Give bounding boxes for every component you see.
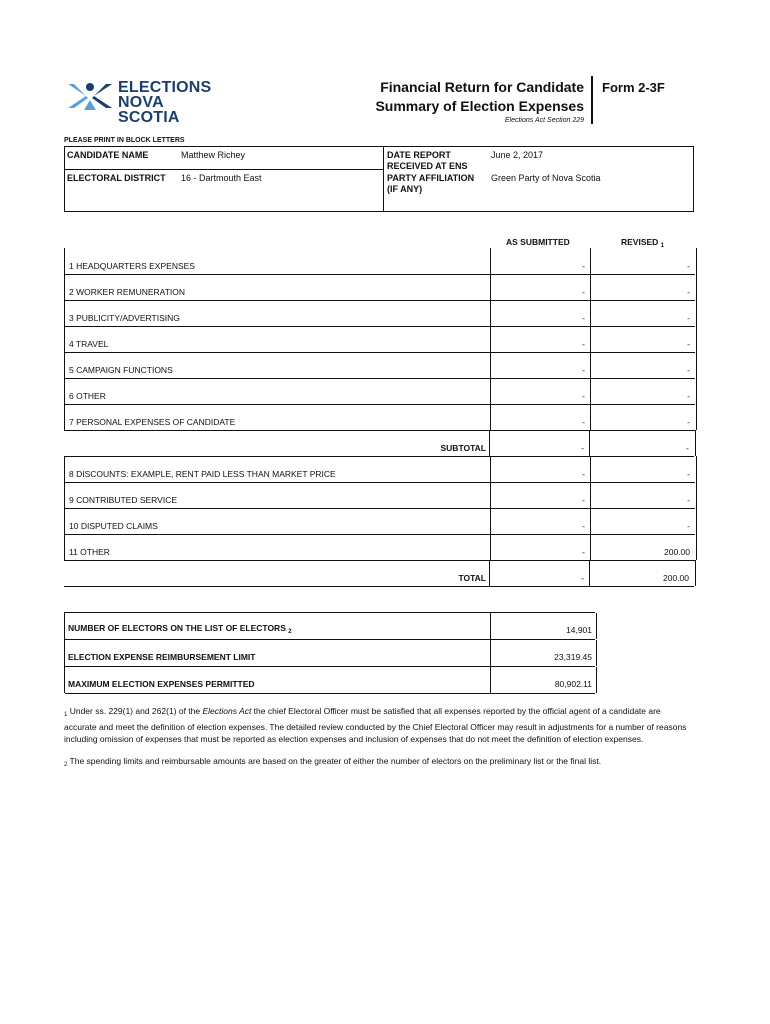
summary-row-max-expenses: MAXIMUM ELECTION EXPENSES PERMITTED 80,902.11 xyxy=(65,667,595,694)
subtotal-label: SUBTOTAL xyxy=(440,443,486,453)
expense-row-3: 3 PUBLICITY/ADVERTISING - - xyxy=(64,300,695,327)
expense-row-8: 8 DISCOUNTS: EXAMPLE, RENT PAID LESS THAN MARKET PRICE - - xyxy=(64,456,695,483)
expense-row-2: 2 WORKER REMUNERATION - - xyxy=(64,274,695,301)
form-title xyxy=(375,78,584,116)
total-label: TOTAL xyxy=(458,573,486,583)
candidate-divider xyxy=(65,169,384,170)
revised-footnote-ref: 1 xyxy=(660,243,665,249)
summary-row-electors: NUMBER OF ELECTORS ON THE LIST OF ELECTORS $_2$ 14,901 xyxy=(65,613,595,640)
expense-row-1: 1 HEADQUARTERS EXPENSES - - xyxy=(64,248,695,275)
date-received-label xyxy=(387,150,468,172)
party-label-line-2: (IF ANY) xyxy=(387,184,423,194)
subtotal-row: SUBTOTAL - - xyxy=(64,430,694,457)
expense-row-4: 4 TRAVEL - - xyxy=(64,326,695,353)
total-row: TOTAL - 200.00 xyxy=(64,560,694,587)
footnote-1: $_1$ Under ss. 229(1) and 262(1) of the Elections Act the chief Electoral Officer must be satisfied that all expenses reported by the official agent of a candidate are accurate and meet the definition of election expenses. The detailed review conducted by the Chief Electoral Officer may result in adjustments for a number of reasons including omission of expenses that must be reported as election expenses and inclusion of expenses that do not meet the definition of election expenses. xyxy=(64,706,687,744)
party-affiliation-label xyxy=(387,173,474,195)
expense-row-7: 7 PERSONAL EXPENSES OF CANDIDATE - - xyxy=(64,404,695,431)
logo-mark-icon xyxy=(66,80,114,114)
summary-row-reimbursement-limit: ELECTION EXPENSE REIMBURSEMENT LIMIT 23,319.45 xyxy=(65,640,595,667)
expenses-table xyxy=(64,248,694,588)
logo-line-2: NOVA SCOTIA xyxy=(118,94,180,126)
date-received-value: June 2, 2017 xyxy=(491,150,544,160)
info-vertical-divider xyxy=(383,147,384,211)
date-label-line-1: DATE REPORT xyxy=(387,150,451,160)
title-divider xyxy=(591,76,593,124)
electoral-district-value: 16 - Dartmouth East xyxy=(181,173,262,183)
party-label-line-1: PARTY AFFILIATION xyxy=(387,173,475,183)
title-line-2: Summary of Election Expenses xyxy=(375,98,584,114)
revised-label: REVISED xyxy=(621,237,659,247)
form-number: Form 2-3F xyxy=(602,80,665,95)
candidate-name-value: Matthew Richey xyxy=(181,150,246,160)
logo-line-1: ELECTIONS xyxy=(118,79,212,96)
print-instructions: PLEASE PRINT IN BLOCK LETTERS xyxy=(64,137,185,144)
footnote-2: $_2$ The spending limits and reimbursable amounts are based on the greater of either the number of electors on the preliminary list or the final list. xyxy=(64,756,602,768)
act-reference: Elections Act Section 229 xyxy=(504,117,584,124)
expense-row-9: 9 CONTRIBUTED SERVICE - - xyxy=(64,482,695,509)
candidate-info-box xyxy=(64,146,694,212)
electoral-district-label: ELECTORAL DISTRICT xyxy=(67,173,166,183)
date-label-line-2: RECEIVED AT ENS xyxy=(387,161,468,171)
expense-row-6: 6 OTHER - - xyxy=(64,378,695,405)
title-line-1: Financial Return for Candidate xyxy=(380,79,584,95)
expense-row-5: 5 CAMPAIGN FUNCTIONS - - xyxy=(64,352,695,379)
expense-row-11: 11 OTHER - 200.00 xyxy=(64,534,695,561)
limits-summary-table xyxy=(64,612,595,693)
elections-nova-scotia-logo xyxy=(66,79,226,126)
expense-row-10: 10 DISPUTED CLAIMS - - xyxy=(64,508,695,535)
party-affiliation-value: Green Party of Nova Scotia xyxy=(491,173,601,183)
candidate-name-label: CANDIDATE NAME xyxy=(67,150,149,160)
col-header-as-submitted: AS SUBMITTED xyxy=(506,237,570,247)
